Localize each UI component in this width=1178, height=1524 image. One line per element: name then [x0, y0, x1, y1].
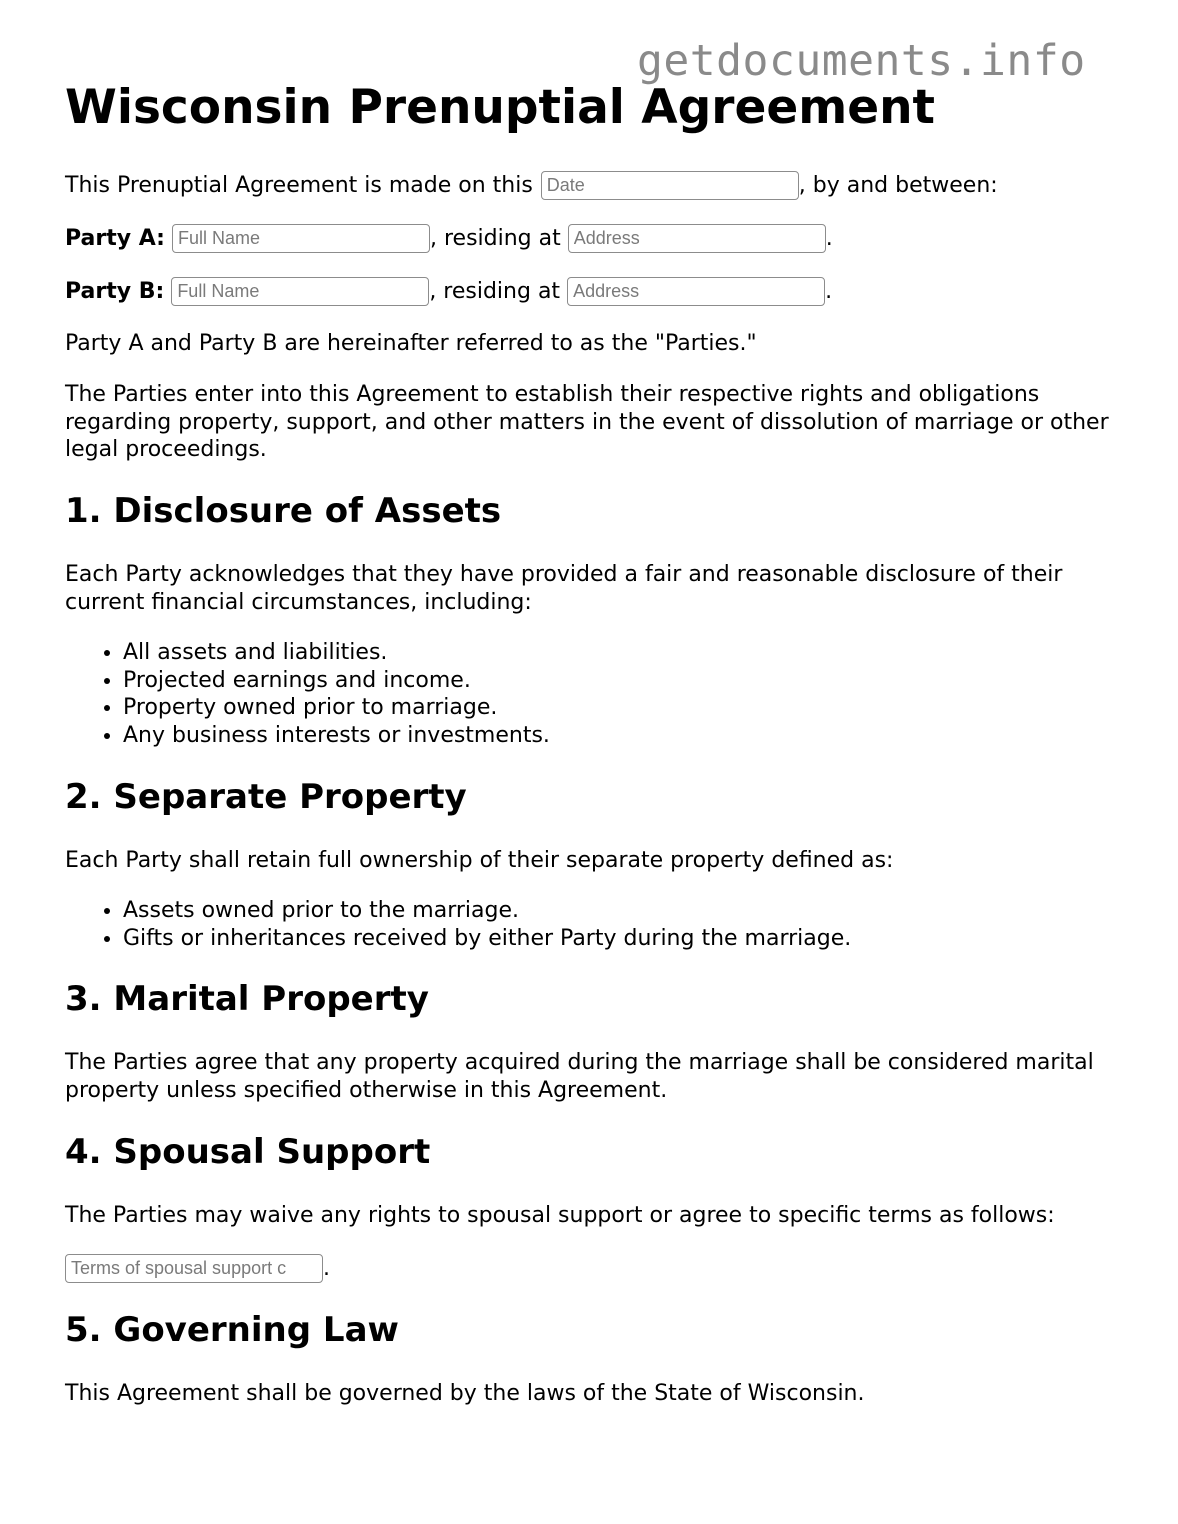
party-b-address-field[interactable] [567, 277, 825, 306]
party-b-end: . [825, 278, 833, 304]
date-field[interactable] [541, 171, 799, 200]
party-a-end: . [825, 225, 833, 251]
list-item: • Any business interests or investments. [123, 722, 550, 750]
intro-text-end: , by and between: [798, 172, 998, 198]
party-a-line [65, 221, 833, 255]
party-b-residing: , residing at [429, 278, 561, 304]
party-a-address-field[interactable] [568, 224, 826, 253]
spousal-terms-line [65, 1251, 330, 1285]
section-1-list [65, 639, 550, 749]
list-item: • Property owned prior to marriage. [123, 694, 550, 722]
party-b-label: Party B: [65, 278, 165, 304]
section-3-text: The Parties agree that any property acquired during the marriage shall be considered marital property unless specified otherwise in this Agreement. [65, 1050, 1094, 1103]
parties-reference: Party A and Party B are hereinafter referred to as the "Parties." [65, 331, 757, 356]
intro-text: This Prenuptial Agreement is made on this [65, 172, 533, 198]
document-title: Wisconsin Prenuptial Agreement [65, 80, 936, 135]
section-2-heading: 2. Separate Property [65, 777, 467, 817]
section-5-text: This Agreement shall be governed by the laws of the State of Wisconsin. [65, 1381, 865, 1406]
section-2-text: Each Party shall retain full ownership of their separate property defined as: [65, 848, 894, 873]
spousal-terms-field[interactable] [65, 1254, 323, 1283]
party-b-name-field[interactable] [171, 277, 429, 306]
list-item: • Projected earnings and income. [123, 667, 550, 695]
section-3-heading: 3. Marital Property [65, 979, 429, 1019]
section-4-heading: 4. Spousal Support [65, 1132, 431, 1172]
list-item: • Assets owned prior to the marriage. [123, 897, 851, 925]
section-5-heading: 5. Governing Law [65, 1310, 399, 1350]
party-b-line [65, 274, 832, 308]
list-item: • Gifts or inheritances received by either Party during the marriage. [123, 925, 851, 953]
party-a-label: Party A: [65, 225, 165, 251]
section-2-list [65, 897, 851, 952]
intro-line [65, 168, 998, 202]
section-1-heading: 1. Disclosure of Assets [65, 491, 502, 531]
section-4-text: The Parties may waive any rights to spousal support or agree to specific terms as follows: [65, 1203, 1055, 1228]
purpose-paragraph: The Parties enter into this Agreement to establish their respective rights and obligations regarding property, support, and other matters in the event of dissolution of marriage or other legal proceedings. [65, 382, 1109, 462]
party-a-name-field[interactable] [172, 224, 430, 253]
watermark: getdocuments.info [637, 36, 1086, 86]
list-item: • All assets and liabilities. [123, 639, 550, 667]
spousal-terms-end: . [323, 1255, 330, 1281]
section-1-text: Each Party acknowledges that they have provided a fair and reasonable disclosure of their current financial circumstances, including: [65, 562, 1063, 615]
party-a-residing: , residing at [429, 225, 561, 251]
